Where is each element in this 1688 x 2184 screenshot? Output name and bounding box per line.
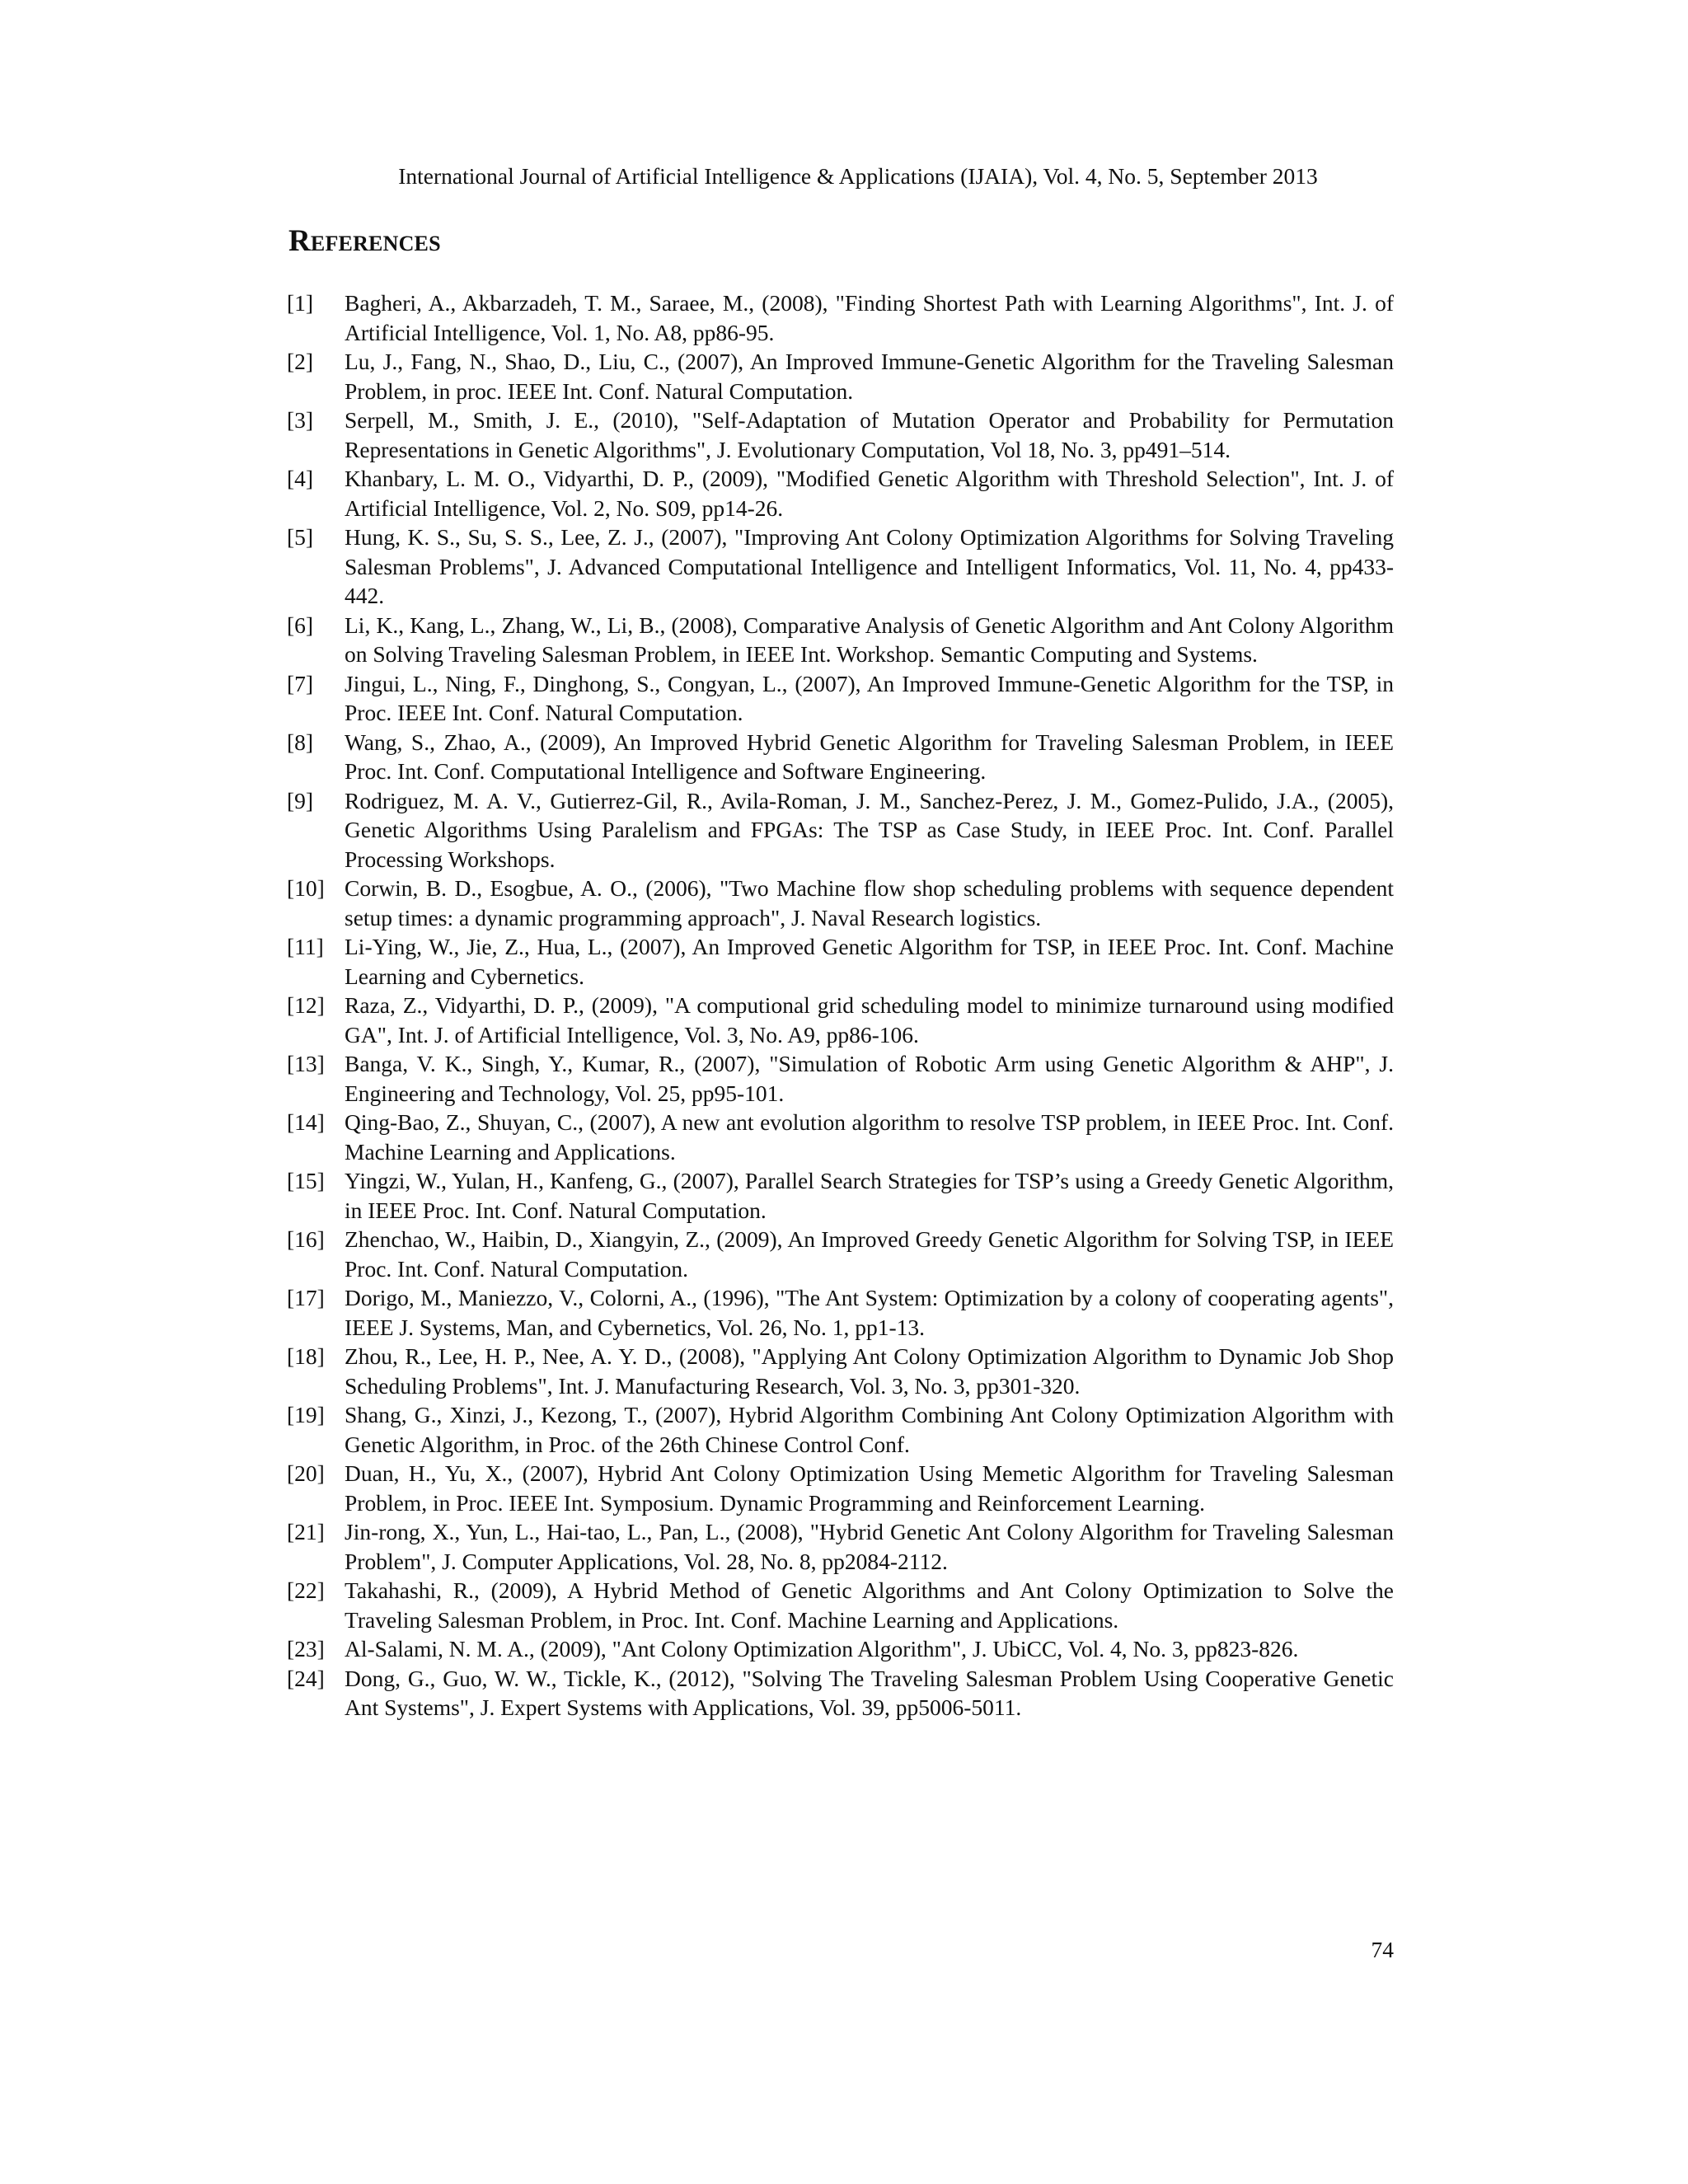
reference-text: Dorigo, M., Maniezzo, V., Colorni, A., (1996), "The Ant System: Optimization by a colony of cooperating agents", IEEE J. Systems, Man, and Cybernetics, Vol. 26, No. 1, pp1-13.	[345, 1285, 1394, 1340]
reference-number: [8]	[287, 729, 314, 755]
reference-text: Dong, G., Guo, W. W., Tickle, K., (2012), "Solving The Traveling Salesman Problem Using Cooperative Genetic Ant Systems", J. Expert Systems with Applications, Vol. 39, pp5006-5011.	[345, 1665, 1394, 1720]
reference-text: Al-Salami, N. M. A., (2009), "Ant Colony Optimization Algorithm", J. UbiCC, Vol. 4, No. 3, pp823-826.	[345, 1636, 1299, 1661]
reference-number: [9]	[287, 787, 314, 813]
reference-text: Jin-rong, X., Yun, L., Hai-tao, L., Pan, L., (2008), "Hybrid Genetic Ant Colony Algorithm for Traveling Salesman Problem", J. Computer Applications, Vol. 28, No. 8, pp2084-2112.	[345, 1519, 1394, 1574]
reference-number: [13]	[287, 1051, 325, 1076]
reference-item	[287, 1664, 1394, 1722]
reference-item	[287, 288, 1394, 347]
reference-text: Lu, J., Fang, N., Shao, D., Liu, C., (2007), An Improved Immune-Genetic Algorithm for the Traveling Salesman Problem, in proc. IEEE Int. Conf. Natural Computation.	[345, 349, 1394, 404]
reference-text: Zhou, R., Lee, H. P., Nee, A. Y. D., (2008), "Applying Ant Colony Optimization Algorithm to Dynamic Job Shop Scheduling Problems", Int. J. Manufacturing Research, Vol. 3, No. 3, pp301-320.	[345, 1343, 1394, 1399]
reference-item	[287, 1225, 1394, 1283]
reference-text: Serpell, M., Smith, J. E., (2010), "Self-Adaptation of Mutation Operator and Probability for Permutation Representations in Genetic Algorithms", J. Evolutionary Computation, Vol 18, No. 3, pp491–514.	[345, 407, 1394, 462]
reference-text: Bagheri, A., Akbarzadeh, T. M., Saraee, M., (2008), "Finding Shortest Path with Learning Algorithms", Int. J. of Artificial Intelligence, Vol. 1, No. A8, pp86-95.	[345, 290, 1394, 345]
reference-item	[287, 991, 1394, 1049]
reference-text: Li, K., Kang, L., Zhang, W., Li, B., (2008), Comparative Analysis of Genetic Algorithm and Ant Colony Algorithm on Solving Traveling Salesman Problem, in IEEE Int. Workshop. Semantic Computing and Systems.	[345, 612, 1394, 667]
reference-number: [14]	[287, 1109, 325, 1135]
reference-item	[287, 932, 1394, 991]
reference-number: [16]	[287, 1226, 325, 1252]
reference-text: Banga, V. K., Singh, Y., Kumar, R., (2007), "Simulation of Robotic Arm using Genetic Algorithm & AHP", J. Engineering and Technology, Vol. 25, pp95-101.	[345, 1051, 1394, 1106]
reference-item	[287, 1576, 1394, 1634]
reference-item	[287, 1049, 1394, 1108]
reference-number: [18]	[287, 1343, 325, 1369]
reference-text: Li-Ying, W., Jie, Z., Hua, L., (2007), An Improved Genetic Algorithm for TSP, in IEEE Proc. Int. Conf. Machine Learning and Cybernetics.	[345, 934, 1394, 989]
reference-number: [15]	[287, 1168, 325, 1193]
reference-text: Takahashi, R., (2009), A Hybrid Method of Genetic Algorithms and Ant Colony Optimization to Solve the Traveling Salesman Problem, in Proc. Int. Conf. Machine Learning and Applications.	[345, 1577, 1394, 1633]
reference-number: [17]	[287, 1285, 325, 1310]
reference-item	[287, 786, 1394, 874]
reference-text: Shang, G., Xinzi, J., Kezong, T., (2007), Hybrid Algorithm Combining Ant Colony Optimization Algorithm with Genetic Algorithm, in Proc. of the 26th Chinese Control Conf.	[345, 1402, 1394, 1457]
reference-list	[287, 288, 1394, 1722]
reference-number: [6]	[287, 612, 314, 638]
reference-number: [10]	[287, 875, 325, 901]
reference-text: Yingzi, W., Yulan, H., Kanfeng, G., (2007), Parallel Search Strategies for TSP’s using a Greedy Genetic Algorithm, in IEEE Proc. Int. Conf. Natural Computation.	[345, 1168, 1394, 1223]
reference-number: [20]	[287, 1460, 325, 1486]
reference-item	[287, 1459, 1394, 1517]
page-number: 74	[1371, 1937, 1394, 1962]
reference-text: Raza, Z., Vidyarthi, D. P., (2009), "A computional grid scheduling model to minimize turnaround using modified GA", Int. J. of Artificial Intelligence, Vol. 3, No. A9, pp86-106.	[345, 992, 1394, 1047]
reference-number: [4]	[287, 466, 314, 491]
reference-item	[287, 1634, 1394, 1664]
reference-item	[287, 1108, 1394, 1166]
reference-text: Zhenchao, W., Haibin, D., Xiangyin, Z., (2009), An Improved Greedy Genetic Algorithm for Solving TSP, in IEEE Proc. Int. Conf. Natural Computation.	[345, 1226, 1394, 1282]
reference-text: Duan, H., Yu, X., (2007), Hybrid Ant Colony Optimization Using Memetic Algorithm for Traveling Salesman Problem, in Proc. IEEE Int. Symposium. Dynamic Programming and Reinforcement Learning.	[345, 1460, 1394, 1516]
reference-item	[287, 874, 1394, 932]
section-title: References	[288, 224, 441, 258]
reference-text: Hung, K. S., Su, S. S., Lee, Z. J., (2007), "Improving Ant Colony Optimization Algorithms for Solving Traveling Salesman Problems", J. Advanced Computational Intelligence and Intelligent Informatics, Vol. 11, No. 4, pp433-442.	[345, 524, 1394, 608]
reference-number: [22]	[287, 1577, 325, 1603]
reference-number: [5]	[287, 524, 314, 550]
reference-item	[287, 1166, 1394, 1225]
reference-number: [19]	[287, 1402, 325, 1427]
reference-item	[287, 669, 1394, 728]
reference-number: [24]	[287, 1665, 325, 1691]
reference-text: Jingui, L., Ning, F., Dinghong, S., Congyan, L., (2007), An Improved Immune-Genetic Algorithm for the TSP, in Proc. IEEE Int. Conf. Natural Computation.	[345, 670, 1394, 725]
reference-item	[287, 347, 1394, 405]
reference-number: [1]	[287, 290, 314, 316]
reference-item	[287, 1342, 1394, 1400]
reference-item	[287, 1517, 1394, 1576]
reference-item	[287, 1400, 1394, 1459]
reference-text: Rodriguez, M. A. V., Gutierrez-Gil, R., Avila-Roman, J. M., Sanchez-Perez, J. M., Gomez-Pulido, J.A., (2005), Genetic Algorithms Using Paralelism and FPGAs: The TSP as Case Study, in IEEE Proc. Int. Conf. Parallel Processing Workshops.	[345, 787, 1394, 872]
reference-number: [21]	[287, 1519, 325, 1544]
reference-item	[287, 405, 1394, 464]
reference-text: Khanbary, L. M. O., Vidyarthi, D. P., (2009), "Modified Genetic Algorithm with Threshold Selection", Int. J. of Artificial Intelligence, Vol. 2, No. S09, pp14-26.	[345, 466, 1394, 521]
reference-number: [12]	[287, 992, 325, 1018]
reference-number: [3]	[287, 407, 314, 433]
reference-number: [11]	[287, 934, 324, 959]
reference-item	[287, 523, 1394, 611]
running-header: International Journal of Artificial Intelligence & Applications (IJAIA), Vol. 4, No. 5, September 2013	[398, 163, 1318, 189]
reference-item	[287, 1283, 1394, 1342]
reference-text: Qing-Bao, Z., Shuyan, C., (2007), A new ant evolution algorithm to resolve TSP problem, in IEEE Proc. Int. Conf. Machine Learning and Applications.	[345, 1109, 1394, 1165]
reference-item	[287, 464, 1394, 523]
reference-text: Corwin, B. D., Esogbue, A. O., (2006), "Two Machine flow shop scheduling problems with sequence dependent setup times: a dynamic programming approach", J. Naval Research logistics.	[345, 875, 1394, 930]
reference-number: [23]	[287, 1636, 325, 1661]
reference-item	[287, 611, 1394, 669]
reference-number: [2]	[287, 349, 314, 374]
reference-text: Wang, S., Zhao, A., (2009), An Improved Hybrid Genetic Algorithm for Traveling Salesman Problem, in IEEE Proc. Int. Conf. Computational Intelligence and Software Engineering.	[345, 729, 1394, 784]
reference-number: [7]	[287, 670, 314, 696]
reference-item	[287, 728, 1394, 786]
